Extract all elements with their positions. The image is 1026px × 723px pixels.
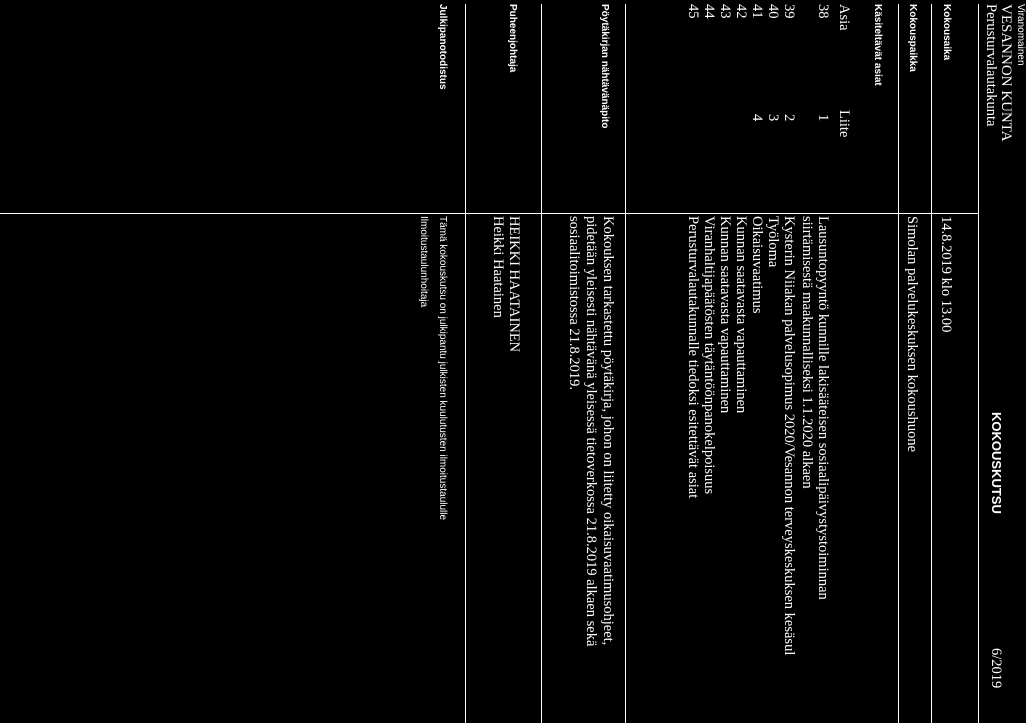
page-title: KOKOUSKUTSU [989, 412, 1004, 514]
doc-type: Viranomainen [1015, 4, 1026, 66]
agenda-col-item: Asia [836, 4, 852, 31]
agenda-item-title: Oikaisuvaatimus [749, 216, 765, 314]
agenda-item-number: 39 [781, 4, 797, 19]
agenda-item-number: 41 [749, 4, 765, 19]
header-divider [978, 4, 979, 723]
agenda-item-title: Kunnan saatavasta vapauttaminen [717, 216, 733, 414]
minutes-line: pidetään yleisesti nähtävänä yleisessä tietoverkossa 21.8.2019 alkaen sekä [583, 216, 599, 647]
divider [898, 4, 899, 723]
chair-name-upper: HEIKKI HAATAINEN [506, 216, 522, 353]
agenda-item-number: 38 [815, 4, 831, 19]
minutes-text [565, 216, 616, 646]
column-divider [0, 213, 979, 214]
minutes-line: Kokouksen tarkastettu pöytäkirja, johon on liitetty oikaisuvaatimusohjeet, [600, 216, 616, 646]
agenda-item-number: 42 [733, 4, 749, 19]
agenda-item-title: Työloma [765, 216, 781, 268]
divider [931, 4, 932, 723]
agenda-item-number: 40 [765, 4, 781, 19]
meeting-time-value: 14.8.2019 klo 13.00 [938, 216, 954, 333]
agenda-item-title: Viranhaltijapäätösten täytäntöönpanokelpoisuus [701, 216, 717, 495]
minutes-line: sosiaalitoimistossa 21.8.2019. [566, 216, 582, 390]
divider [541, 4, 542, 723]
agenda-item-number: 44 [701, 4, 717, 19]
agenda-item-number: 45 [685, 4, 701, 19]
agenda-item-title: Kysterin Niiakan palvelusopimus 2020/Vesannon terveyskeskuksen kesäsul [781, 216, 797, 656]
divider [625, 4, 626, 723]
agenda-item-title: siirtämisestä maakunnalliseksi 1.1.2020 alkaen [799, 216, 815, 489]
notice-role: Ilmoitustaulunhoitaja [418, 216, 429, 308]
document-number: 6/2019 [988, 648, 1004, 689]
agenda-item-title: Perusturvalautakunnalle tiedoksi esitettävät asiat [685, 216, 701, 499]
agenda-item-number: 43 [717, 4, 733, 19]
agenda-item-title: Lausuntopyyntö kunnille lakisääteisen sosiaalipäivystystoiminnan [815, 216, 831, 600]
divider [465, 4, 466, 723]
agenda-item-attachment: 2 [781, 114, 797, 122]
board-name: Perusturvalautakunta [983, 4, 999, 127]
meeting-place-value: Simolan palvelukeskuksen kokoushuone [904, 216, 920, 453]
agenda-section-label: Käsiteltävät asiat [872, 4, 883, 86]
agenda-col-attachment: Liite [836, 110, 852, 138]
meeting-place-label: Kokouspaikka [907, 4, 918, 72]
agenda-item-attachment: 4 [749, 114, 765, 122]
municipality-name: VESANNON KUNTA [998, 4, 1014, 142]
chair-label: Puheenjohtaja [507, 4, 518, 73]
minutes-label: Pöytäkirjan nähtävänäpito [599, 4, 610, 129]
agenda-item-title: Kunnan saatavasta vapauttaminen [733, 216, 749, 414]
notice-text: Tämä kokouskutsu on julkipantu julkisten kuulutusten ilmoitustaululle [437, 216, 448, 521]
notice-label: Julkipanotodistus [437, 4, 448, 90]
chair-name: Heikki Haatainen [490, 216, 506, 318]
agenda-item-attachment: 1 [815, 114, 831, 122]
agenda-item-attachment: 3 [765, 114, 781, 122]
meeting-time-label: Kokousaika [941, 4, 952, 61]
